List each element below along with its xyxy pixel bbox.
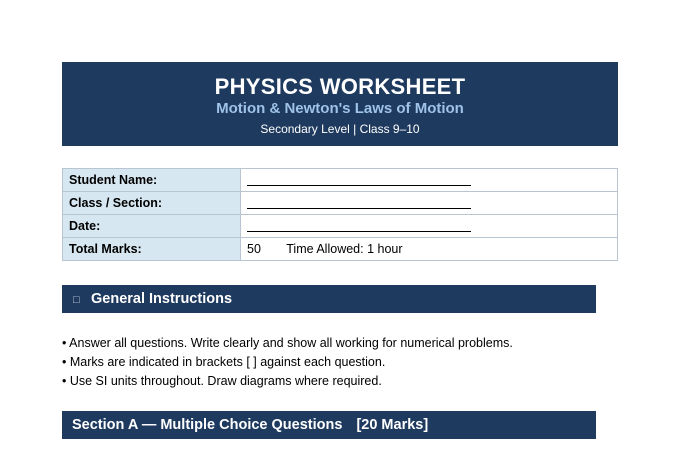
instruction-item: • Marks are indicated in brackets [ ] against each question. (62, 355, 386, 369)
total-marks-label: Total Marks: (63, 238, 241, 261)
student-name-field[interactable] (241, 169, 618, 192)
total-marks-cell (241, 238, 618, 261)
date-row (63, 215, 618, 238)
instructions-list (62, 334, 513, 391)
class-section-row (63, 192, 618, 215)
worksheet-subtitle: Motion & Newton's Laws of Motion (216, 100, 464, 117)
instruction-item: • Use SI units throughout. Draw diagrams where required. (62, 374, 382, 388)
total-marks-row (63, 238, 618, 261)
time-allowed: Time Allowed: 1 hour (286, 242, 403, 256)
date-field[interactable] (241, 215, 618, 238)
general-instructions-heading: General Instructions (91, 291, 233, 307)
worksheet-header (62, 62, 618, 146)
section-a-header (62, 411, 596, 439)
student-info-table (62, 168, 618, 261)
class-section-blank[interactable] (247, 194, 471, 209)
student-name-blank[interactable] (247, 171, 471, 186)
section-a-heading: Section A — Multiple Choice Questions (72, 417, 343, 433)
student-name-label: Student Name: (63, 169, 241, 192)
class-section-label: Class / Section: (63, 192, 241, 215)
worksheet-title: PHYSICS WORKSHEET (214, 74, 466, 99)
student-name-row (63, 169, 618, 192)
class-section-field[interactable] (241, 192, 618, 215)
section-a-marks: [20 Marks] (356, 417, 429, 433)
general-instructions-header (62, 285, 596, 313)
instruction-item: • Answer all questions. Write clearly and show all working for numerical problems. (62, 336, 513, 350)
worksheet-level: Secondary Level | Class 9–10 (260, 122, 420, 136)
date-blank[interactable] (247, 217, 471, 232)
square-icon: □ (73, 294, 80, 306)
date-label: Date: (63, 215, 241, 238)
total-marks-value: 50 (247, 242, 261, 256)
